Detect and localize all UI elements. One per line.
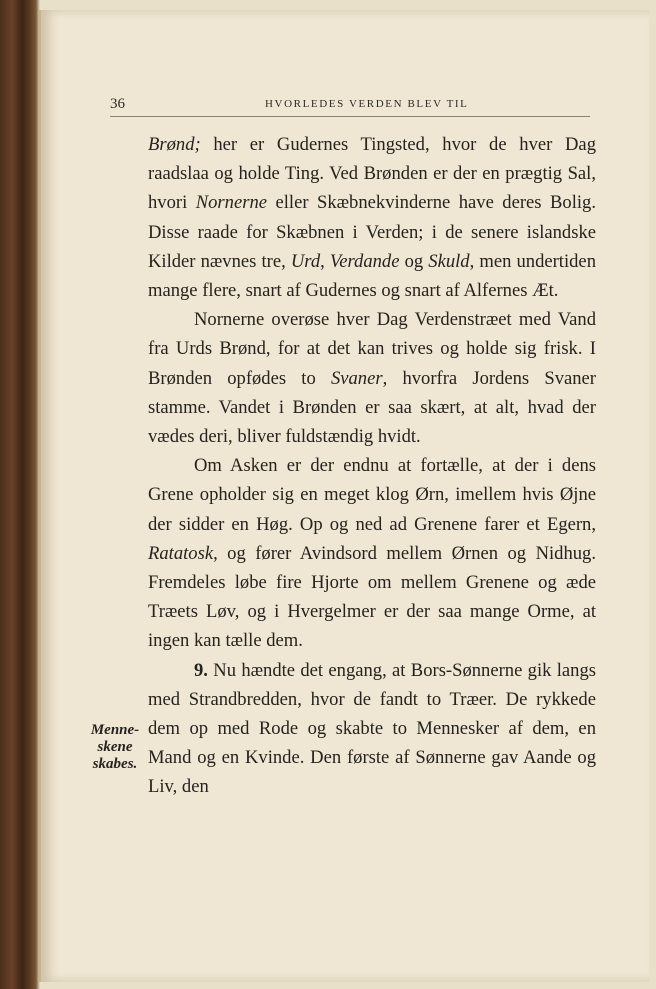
text-run: Nornerne overøse hver Dag Verdenstræet med Vand fra Urds Brønd, for at det kan trives og holde sig frisk. I Brønden opfødes to — [148, 309, 596, 389]
paragraph-number: 9. — [194, 659, 208, 681]
text-run: , men undertiden mange flere, snart af Gudernes og snart af Alfernes Æt. — [148, 250, 596, 302]
running-head: HVORLEDES VERDEN BLEV TIL — [265, 98, 469, 110]
page-header — [110, 94, 590, 117]
margin-note-line: skene — [97, 739, 133, 755]
paragraph — [148, 305, 596, 451]
body-text — [148, 130, 596, 802]
text-italic: Brønd; — [148, 134, 201, 155]
text-run: , hvorfra Jordens Svaner stamme. Vandet i Brønden er saa skært, at alt, hvad der vædes deri, bliver fuldstændig hvidt. — [148, 367, 596, 448]
page-number: 36 — [110, 96, 125, 112]
text-italic: Nornerne — [195, 192, 268, 214]
text-run: , — [320, 250, 330, 272]
text-run: , og fører Avindsord mellem Ørnen og Nidhug. Fremdeles løbe fire Hjorte om mellem Grenene og æde Træets Løv, og i Hvergelmer er der saa mange Orme, at ingen kan tælle dem. — [148, 542, 596, 652]
text-italic: Svaner — [330, 367, 383, 389]
margin-note-line: Menne- — [90, 722, 140, 738]
text-run: Om Asken er der endnu at fortælle, at der i dens Grene opholder sig en meget klog Ørn, imellem hvis Øjne der sidder en Høg. Op og ned ad Grenene farer et Egern, — [148, 455, 596, 535]
paragraph — [148, 130, 596, 305]
text-italic: Urd — [290, 250, 321, 272]
margin-note-line: skabes. — [92, 756, 138, 772]
text-italic: Skuld — [428, 250, 470, 272]
paragraph — [148, 451, 596, 655]
text-run: Nu hændte det engang, at Bors-Sønnerne gik langs med Strandbredden, hvor de fandt to Træer. De rykkede dem op med Rode og skabte to Mennesker af dem, en Mand og en Kvinde. Den første af Sønnerne gav Aande og Liv, den — [148, 659, 596, 798]
text-run: eller Skæbnekvinderne have deres Bolig. Disse raade for Skæbnen i Verden; i de senere islandske Kilder nævnes tre, — [148, 192, 596, 272]
text-italic: Verdande — [329, 250, 400, 272]
text-italic: Ratatosk — [148, 542, 214, 564]
paragraph — [148, 656, 596, 802]
margin-note — [80, 722, 150, 773]
text-run: her er Gudernes Tingsted, hvor de hver Dag raadslaa og holde Ting. Ved Brønden er der en prægtig Sal, hvori — [148, 134, 596, 214]
text-run: og — [399, 250, 429, 272]
